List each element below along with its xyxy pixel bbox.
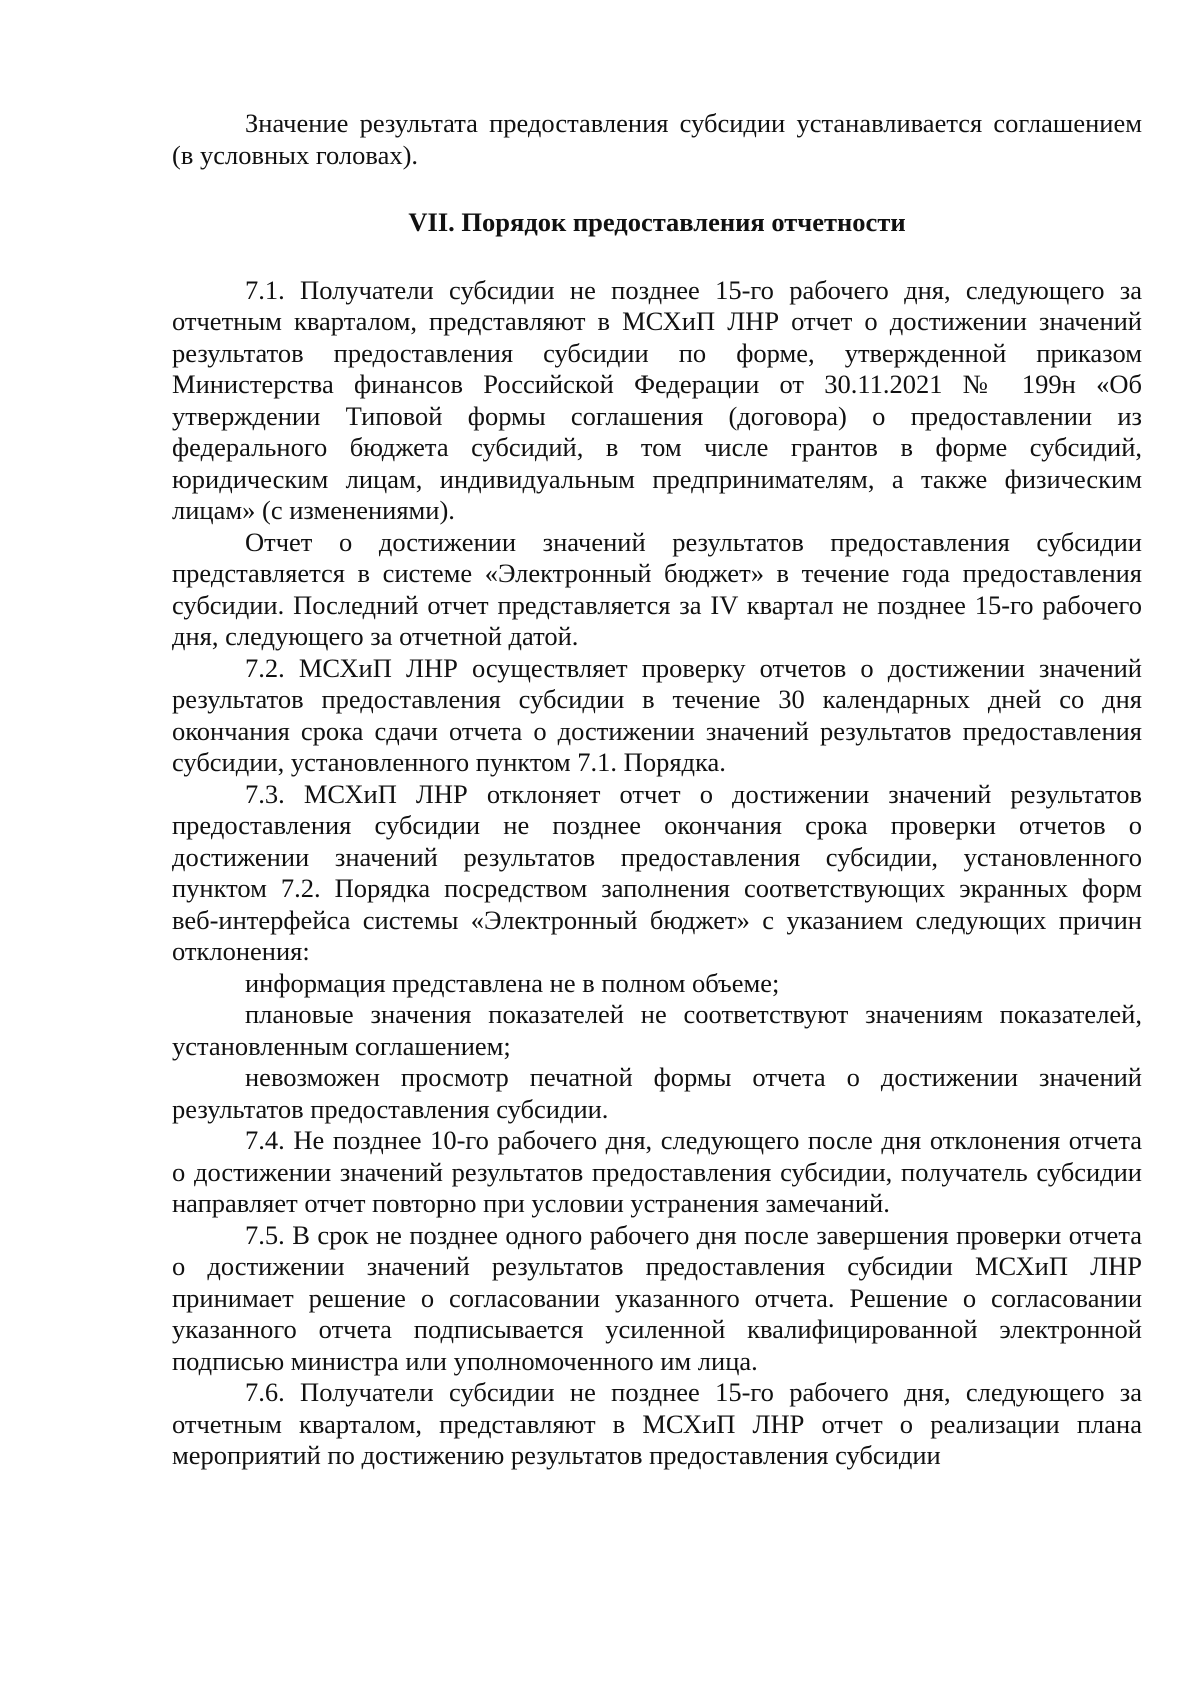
paragraph-7-6: 7.6. Получатели субсидии не позднее 15-го рабочего дня, следующего за отчетным кварталом, представляют в МСХиП ЛНР отчет о реализации плана мероприятий по достижению результатов предоставления субсидии [172,1377,1142,1470]
paragraph-report-submission: Отчет о достижении значений результатов предоставления субсидии представляется в системе «Электронный бюджет» в течение года предоставления субсидии. Последний отчет представляется за IV квартал не позднее 15-го рабочего дня, следующего за отчетной датой. [172,526,1142,651]
rejection-reason-2: плановые значения показателей не соответствуют значениям показателей, установленным соглашением; [172,999,1142,1061]
paragraph-7-1: 7.1. Получатели субсидии не позднее 15-го рабочего дня, следующего за отчетным кварталом, представляют в МСХиП ЛНР отчет о достижении значений результатов предоставления субсидии по форме, утвержденной приказом Министерства финансов Российской Федерации от 30.11.2021 № 199н «Об утверждении Типовой формы соглашения (договора) о предоставлении из федерального бюджета субсидий, в том числе грантов в форме субсидий, юридическим лицам, индивидуальным предпринимателям, а также физическим лицам» (с изменениями). [172,274,1142,525]
rejection-reason-3: невозможен просмотр печатной формы отчета о достижении значений результатов предоставления субсидии. [172,1062,1142,1124]
section-heading: VII. Порядок предоставления отчетности [408,207,906,237]
paragraph-7-2: 7.2. МСХиП ЛНР осуществляет проверку отчетов о достижении значений результатов предоставления субсидии в течение 30 календарных дней со дня окончания срока сдачи отчета о достижении значений результатов предоставления субсидии, установленного пунктом 7.1. Порядка. [172,652,1142,777]
rejection-reason-1: информация представлена не в полном объеме; [245,967,780,998]
paragraph-7-4: 7.4. Не позднее 10-го рабочего дня, следующего после дня отклонения отчета о достижении значений результатов предоставления субсидии, получатель субсидии направляет отчет повторно при условии устранения замечаний. [172,1125,1142,1218]
intro-paragraph: Значение результата предоставления субсидии устанавливается соглашением (в условных головах). [172,108,1142,170]
document-body [172,108,1142,1472]
paragraph-7-5: 7.5. В срок не позднее одного рабочего дня после завершения проверки отчета о достижении значений результатов предоставления субсидии МСХиП ЛНР принимает решение о согласовании указанного отчета. Решение о согласовании указанного отчета подписывается усиленной квалифицированной электронной подписью министра или уполномоченного им лица. [172,1219,1142,1376]
paragraph-7-3: 7.3. МСХиП ЛНР отклоняет отчет о достижении значений результатов предоставления субсидии не позднее окончания срока проверки отчетов о достижении значений результатов предоставления субсидии, установленного пунктом 7.2. Порядка посредством заполнения соответствующих экранных форм веб-интерфейса системы «Электронный бюджет» с указанием следующих причин отклонения: [172,778,1142,966]
